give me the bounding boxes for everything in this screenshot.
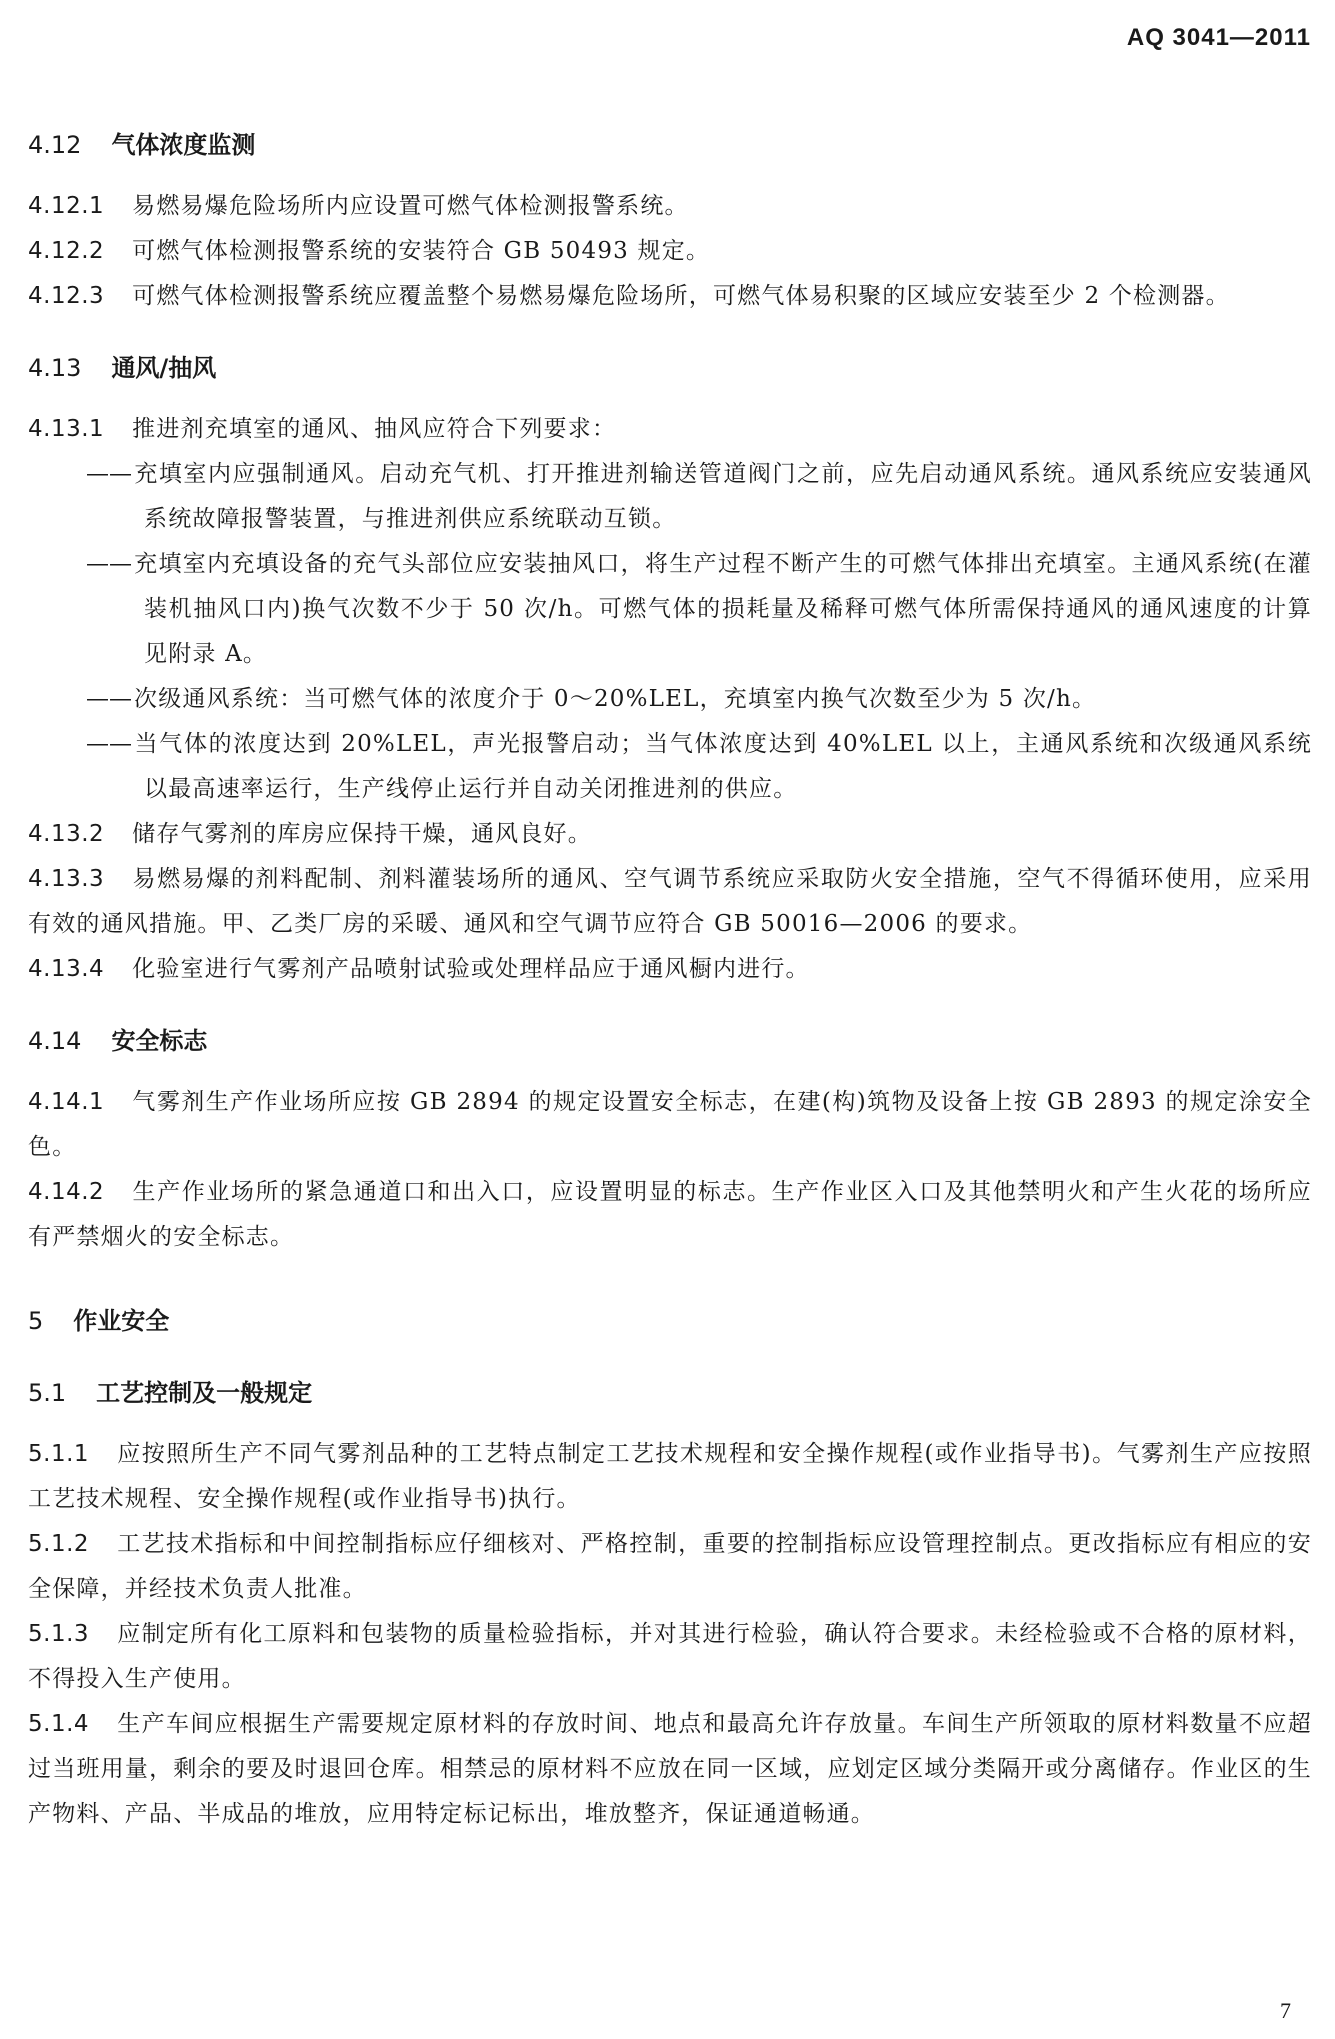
section-heading-5-1 — [28, 1370, 1312, 1416]
clause-number: 4.12.3 — [28, 283, 105, 309]
clause-text: 易燃易爆危险场所内应设置可燃气体检测报警系统。 — [132, 193, 689, 219]
clause-text: 工艺技术指标和中间控制指标应仔细核对、严格控制，重要的控制指标应设管理控制点。更改指标应有相应的安全保障，并经技术负责人批准。 — [28, 1531, 1312, 1602]
clause-text: 生产作业场所的紧急通道口和出入口，应设置明显的标志。生产作业区入口及其他禁明火和产生火花的场所应有严禁烟火的安全标志。 — [28, 1179, 1312, 1250]
section-number: 5.1 — [28, 1379, 67, 1407]
section-number: 5 — [28, 1307, 44, 1335]
clause-number: 4.13.2 — [28, 821, 105, 847]
dash-marker: —— — [86, 686, 132, 712]
section-title: 工艺控制及一般规定 — [96, 1379, 313, 1407]
clause-text: 易燃易爆的剂料配制、剂料灌装场所的通风、空气调节系统应采取防火安全措施，空气不得循环使用，应采用有效的通风措施。甲、乙类厂房的采暖、通风和空气调节应符合 GB 50016—2006 的要求。 — [28, 866, 1312, 937]
clause-text: 应制定所有化工原料和包装物的质量检验指标，并对其进行检验，确认符合要求。未经检验或不合格的原材料，不得投入生产使用。 — [28, 1621, 1312, 1692]
clause-text: 化验室进行气雾剂产品喷射试验或处理样品应于通风橱内进行。 — [132, 956, 810, 982]
list-item — [28, 452, 1312, 542]
clause-4-14-2 — [28, 1170, 1312, 1260]
list-item — [28, 542, 1312, 677]
section-number: 4.12 — [28, 131, 82, 159]
dash-marker: —— — [86, 731, 132, 757]
clause-4-12-2 — [28, 229, 1312, 274]
list-item — [28, 722, 1312, 812]
list-item-text: 次级通风系统：当可燃气体的浓度介于 0～20%LEL，充填室内换气次数至少为 5 次/h。 — [134, 686, 1097, 712]
list-item-text: 当气体的浓度达到 20%LEL，声光报警启动；当气体浓度达到 40%LEL 以上，主通风系统和次级通风系统以最高速率运行，生产线停止运行并自动关闭推进剂的供应。 — [134, 731, 1312, 802]
clause-text: 生产车间应根据生产需要规定原材料的存放时间、地点和最高允许存放量。车间生产所领取的原材料数量不应超过当班用量，剩余的要及时退回仓库。相禁忌的原材料不应放在同一区域，应划定区域分类隔开或分离储存。作业区的生产物料、产品、半成品的堆放，应用特定标记标出，堆放整齐，保证通道畅通。 — [28, 1711, 1312, 1827]
document-body — [28, 122, 1312, 1837]
dash-marker: —— — [86, 551, 132, 577]
section-heading-4-12 — [28, 122, 1312, 168]
clause-text: 可燃气体检测报警系统的安装符合 GB 50493 规定。 — [132, 238, 711, 264]
list-item — [28, 677, 1312, 722]
dash-marker: —— — [86, 461, 132, 487]
clause-5-1-2 — [28, 1522, 1312, 1612]
clause-4-14-1 — [28, 1080, 1312, 1170]
clause-number: 4.14.2 — [28, 1179, 105, 1205]
list-item-text: 充填室内应强制通风。启动充气机、打开推进剂输送管道阀门之前，应先启动通风系统。通风系统应安装通风系统故障报警装置，与推进剂供应系统联动互锁。 — [134, 461, 1312, 532]
clause-4-12-3 — [28, 274, 1312, 319]
clause-number: 5.1.3 — [28, 1621, 90, 1647]
section-title: 气体浓度监测 — [111, 131, 256, 159]
clause-number: 4.12.1 — [28, 193, 105, 219]
clause-4-13-3 — [28, 857, 1312, 947]
clause-text: 气雾剂生产作业场所应按 GB 2894 的规定设置安全标志，在建(构)筑物及设备上按 GB 2893 的规定涂安全色。 — [28, 1089, 1312, 1160]
section-title: 安全标志 — [111, 1027, 208, 1055]
clause-text: 推进剂充填室的通风、抽风应符合下列要求： — [132, 416, 617, 442]
clause-number: 4.13.4 — [28, 956, 105, 982]
list-item-text: 充填室内充填设备的充气头部位应安装抽风口，将生产过程不断产生的可燃气体排出充填室。主通风系统(在灌装机抽风口内)换气次数不少于 50 次/h。可燃气体的损耗量及稀释可燃气体所需保持通风的通风速度的计算见附录 A。 — [134, 551, 1312, 667]
clause-number: 4.14.1 — [28, 1089, 105, 1115]
clause-number: 5.1.1 — [28, 1441, 90, 1467]
section-title: 通风/抽风 — [111, 354, 217, 382]
section-title: 作业安全 — [73, 1307, 170, 1335]
clause-4-13-4 — [28, 947, 1312, 992]
clause-text: 储存气雾剂的库房应保持干燥，通风良好。 — [132, 821, 592, 847]
section-number: 4.14 — [28, 1027, 82, 1055]
clause-number: 4.13.3 — [28, 866, 105, 892]
chapter-heading-5 — [28, 1298, 1312, 1344]
clause-number: 4.12.2 — [28, 238, 105, 264]
clause-number: 5.1.4 — [28, 1711, 90, 1737]
section-heading-4-14 — [28, 1018, 1312, 1064]
clause-4-13-2 — [28, 812, 1312, 857]
clause-5-1-4 — [28, 1702, 1312, 1837]
standard-code: AQ 3041—2011 — [1126, 24, 1311, 51]
clause-5-1-1 — [28, 1432, 1312, 1522]
page-number: 7 — [1280, 1998, 1291, 2023]
clause-4-13-1 — [28, 407, 1312, 452]
clause-5-1-3 — [28, 1612, 1312, 1702]
clause-number: 4.13.1 — [28, 416, 105, 442]
clause-4-12-1 — [28, 184, 1312, 229]
clause-text: 可燃气体检测报警系统应覆盖整个易燃易爆危险场所，可燃气体易积聚的区域应安装至少 2 个检测器。 — [132, 283, 1230, 309]
section-number: 4.13 — [28, 354, 82, 382]
clause-number: 5.1.2 — [28, 1531, 90, 1557]
clause-text: 应按照所生产不同气雾剂品种的工艺特点制定工艺技术规程和安全操作规程(或作业指导书)。气雾剂生产应按照工艺技术规程、安全操作规程(或作业指导书)执行。 — [28, 1441, 1312, 1512]
section-heading-4-13 — [28, 345, 1312, 391]
